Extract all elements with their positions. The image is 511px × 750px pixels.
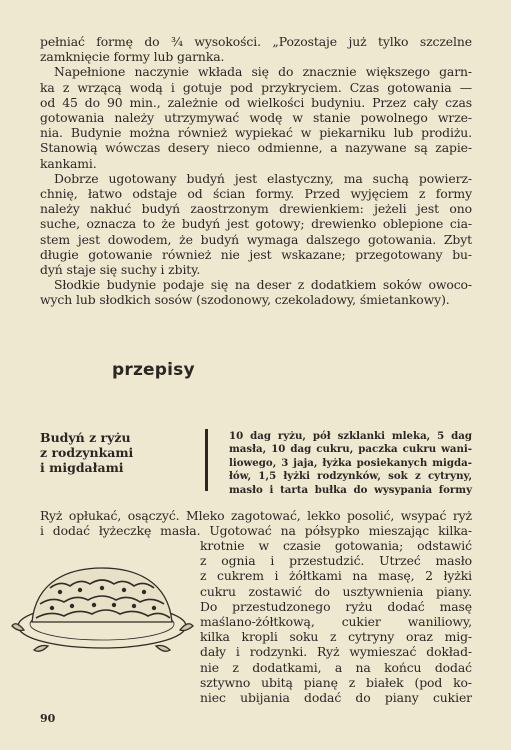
ingredients-line: masło i tarta bułka do wysypania formy bbox=[229, 483, 472, 496]
section-heading: przepisy bbox=[112, 360, 195, 380]
vertical-divider bbox=[205, 429, 208, 491]
page-number: 90 bbox=[40, 712, 56, 725]
intro-text bbox=[40, 34, 472, 308]
method-line: dały i rodzynki. Ryż wymieszać dokład- bbox=[200, 644, 472, 660]
text-line: nia. Budynie można również wypiekać w piekarniku lub prodiżu. bbox=[40, 125, 472, 141]
text-line: Napełnione naczynie wkłada się do znacznie większego garn- bbox=[54, 64, 472, 80]
method-line: i dodać łyżeczkę masła. Ugotować na półsypko mieszając kilka- bbox=[40, 523, 472, 539]
method-line: z ognia i przestudzić. Utrzeć masło bbox=[200, 553, 472, 569]
recipe-method-column bbox=[200, 538, 472, 705]
method-line: z cukrem i żółtkami na masę, 2 łyżki bbox=[200, 568, 472, 584]
ingredients-line: liowego, 3 jaja, łyżka posiekanych migda- bbox=[229, 456, 472, 469]
ingredients-line: masła, 10 dag cukru, paczka cukru wani- bbox=[229, 443, 472, 456]
text-line: ka z wrzącą wodą i gotuje pod przykryciem. Czas gotowania — bbox=[40, 79, 472, 95]
method-line: niec ubijania dodać do piany cukier bbox=[200, 690, 472, 706]
ingredients-list bbox=[229, 430, 472, 497]
text-line: suche, oznacza to że budyń jest gotowy; drewienko oblepione cia- bbox=[40, 216, 472, 232]
ingredients-line: łów, 1,5 łyżki rodzynków, sok z cytryny, bbox=[229, 470, 472, 483]
text-line: Dobrze ugotowany budyń jest elastyczny, ma suchą powierz- bbox=[54, 170, 472, 186]
text-line: gotowania należy utrzymywać wodę w stanie powolnego wrze- bbox=[40, 110, 472, 126]
text-line: od 45 do 90 min., zależnie od wielkości budyniu. Przez cały czas bbox=[40, 94, 472, 110]
method-line: maślano-żółtkową, cukier waniliowy, bbox=[200, 614, 472, 630]
text-line: stem jest dowodem, że budyń wymaga dalszego gotowania. Zbyt bbox=[40, 231, 472, 247]
recipe-method bbox=[40, 508, 472, 538]
ingredients-line: 10 dag ryżu, pół szklanki mleka, 5 dag bbox=[229, 430, 472, 442]
method-line: krotnie w czasie gotowania; odstawić bbox=[200, 538, 472, 553]
text-line: Stanowią wówczas desery nieco odmienne, a nazywane są zapie- bbox=[40, 140, 472, 156]
text-line: pełniać formę do ¾ wysokości. „Pozostaje już tylko szczelne bbox=[40, 34, 472, 49]
method-line: Do przestudzonego ryżu dodać masę bbox=[200, 598, 472, 614]
method-line: cukru zostawić do usztywnienia piany. bbox=[200, 583, 472, 599]
text-line: długie gotowanie również nie jest wskazane; przegotowany bu- bbox=[40, 246, 472, 262]
method-line: nie z dodatkami, a na końcu dodać bbox=[200, 659, 472, 675]
method-line: sztywno ubitą pianę z białek (pod ko- bbox=[200, 674, 472, 690]
text-line: chnię, łatwo odstaje od ścian formy. Przed wyjęciem z formy bbox=[40, 186, 472, 202]
recipe-title-line: i migdałami bbox=[40, 460, 124, 475]
text-line: należy nakłuć budyń zaostrzonym drewienkiem: jeżeli jest ono bbox=[40, 201, 472, 217]
text-line: wych lub słodkich sosów (szodonowy, czekoladowy, śmietankowy). bbox=[40, 292, 450, 308]
recipe-title bbox=[40, 430, 190, 475]
text-line: zamknięcie formy lub garnka. bbox=[40, 49, 225, 65]
text-line: dyń staje się suchy i zbity. bbox=[40, 262, 201, 278]
method-line: Ryż opłukać, osączyć. Mleko zagotować, lekko posolić, wsypać ryż bbox=[40, 508, 472, 523]
pudding-illustration bbox=[10, 560, 195, 660]
text-line: kankami. bbox=[40, 155, 97, 171]
text-line: Słodkie budynie podaje się na deser z dodatkiem soków owoco- bbox=[54, 277, 472, 293]
recipe-title-line: z rodzynkami bbox=[40, 445, 134, 460]
recipe-title-line: Budyń z ryżu bbox=[40, 430, 131, 445]
method-line: kilka kropli soku z cytryny oraz mig- bbox=[200, 629, 472, 645]
